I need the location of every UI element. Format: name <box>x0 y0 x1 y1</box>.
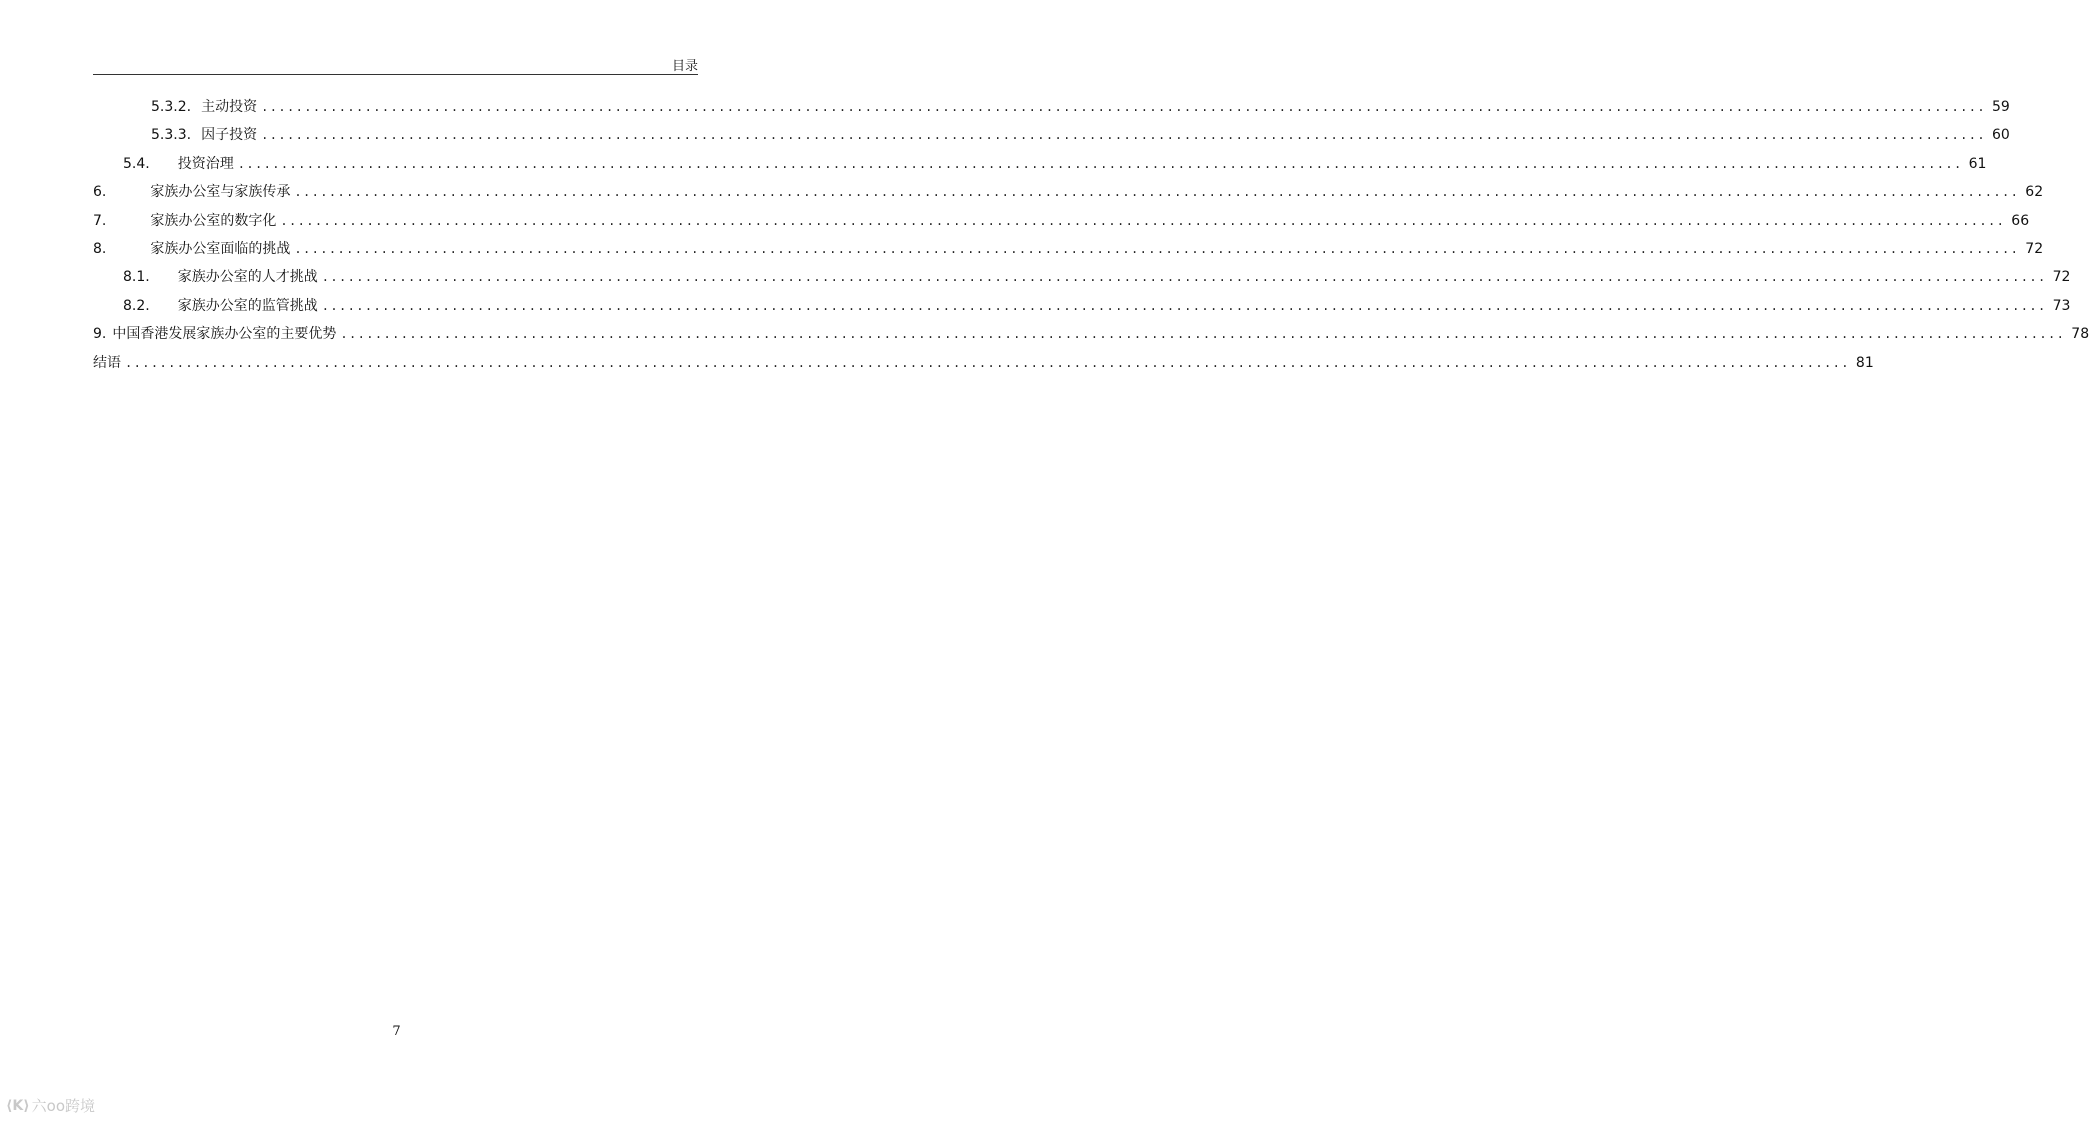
toc-entry-title: 因子投资 <box>201 127 258 144</box>
toc-dot-leader: ........................................................................................................................................................................................................ <box>294 241 2020 256</box>
toc-entry[interactable] <box>93 266 2071 294</box>
toc-entry[interactable] <box>93 295 2071 323</box>
toc-entry-page: 59 <box>1992 99 2010 115</box>
toc-entry-number: 8.2. <box>123 297 150 314</box>
toc-entry[interactable] <box>93 238 2044 266</box>
toc-entry-title: 家族办公室面临的挑战 <box>150 240 291 257</box>
toc-entry-page: 62 <box>2025 184 2044 201</box>
page-number: 7 <box>392 1024 401 1039</box>
toc-entry-number: 7. <box>93 212 107 229</box>
toc-dot-leader: ........................................................................................................................................................................................................ <box>125 355 1850 370</box>
header-divider <box>93 74 698 75</box>
toc-entry-title: 家族办公室的人才挑战 <box>177 269 318 286</box>
toc-entry[interactable] <box>93 323 2089 351</box>
toc-dot-leader: ........................................................................................................................................................................................................ <box>280 213 2006 228</box>
toc-entry[interactable] <box>93 352 1874 380</box>
header-title: 目录 <box>671 59 698 74</box>
toc-entry[interactable] <box>93 153 1987 181</box>
toc-entry-title: 家族办公室的监管挑战 <box>177 297 318 314</box>
toc-dot-leader: ........................................................................................................................................................................................................ <box>294 185 2020 200</box>
watermark <box>6 1095 95 1116</box>
toc-entry-number: 8.1. <box>123 269 150 286</box>
toc-dot-leader: ........................................................................................................................................................................................................ <box>237 156 1963 171</box>
toc-entry[interactable] <box>93 210 2030 238</box>
toc-entry-title: 主动投资 <box>201 99 258 115</box>
toc-dot-leader: ........................................................................................................................................................................................................ <box>261 100 1986 114</box>
k-logo-icon: ⟨K⟩ <box>6 1097 30 1114</box>
toc-entry-number: 5.3.3. <box>151 127 192 144</box>
toc-entry-number: 5.4. <box>123 155 150 172</box>
toc-entry-page: 66 <box>2011 212 2030 229</box>
toc-entry-number: 5.3.2. <box>151 99 192 115</box>
toc-entry-number: 9. <box>93 326 107 343</box>
toc-entry-page: 73 <box>2052 297 2071 314</box>
toc-entry-page: 72 <box>2052 269 2071 286</box>
toc-entry-title: 投资治理 <box>177 155 234 172</box>
watermark-text: 六oo跨境 <box>31 1097 96 1115</box>
toc-entry-title: 家族办公室与家族传承 <box>150 184 291 201</box>
toc-entry-page: 78 <box>2071 326 2089 343</box>
toc-entry[interactable] <box>93 124 2010 152</box>
toc-dot-leader: ........................................................................................................................................................................................................ <box>321 298 2047 313</box>
toc-dot-leader: ........................................................................................................................................................................................................ <box>261 128 1986 143</box>
toc-entry-page: 60 <box>1992 127 2010 144</box>
toc-entry[interactable] <box>93 96 2010 124</box>
toc-entry-page: 72 <box>2025 240 2044 257</box>
toc-entry-number: 6. <box>93 184 107 201</box>
table-of-contents <box>93 96 2089 380</box>
toc-entry-number: 8. <box>93 240 107 257</box>
toc-entry-title: 中国香港发展家族办公室的主要优势 <box>112 326 337 343</box>
toc-dot-leader: ........................................................................................................................................................................................................ <box>340 327 2066 342</box>
toc-dot-leader: ........................................................................................................................................................................................................ <box>321 270 2047 285</box>
toc-entry-title: 家族办公室的数字化 <box>150 212 277 229</box>
toc-entry[interactable] <box>93 181 2044 209</box>
toc-entry-page: 61 <box>1968 155 1987 172</box>
toc-entry-page: 81 <box>1855 354 1874 371</box>
toc-entry-title: 结语 <box>93 354 121 371</box>
